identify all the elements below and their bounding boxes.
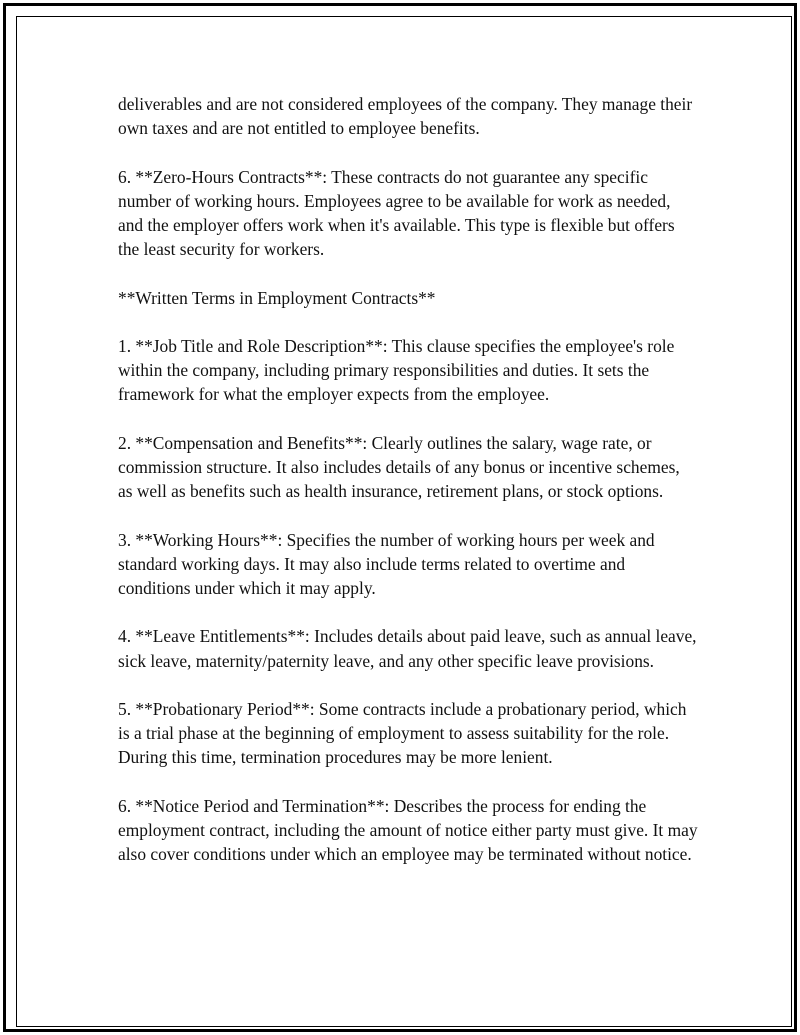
- section-heading-written-terms: **Written Terms in Employment Contracts**: [118, 287, 436, 308]
- paragraph-job-title: 1. **Job Title and Role Description**: This clause specifies the employee's role within the company, including primary responsibilities and duties. It sets the framework for what the employer expects from the employee.: [118, 335, 675, 405]
- paragraph-zero-hours-contracts: 6. **Zero-Hours Contracts**: These contracts do not guarantee any specific number of working hours. Employees agree to be available for work as needed, and the employer offers work when it's available. This type is flexible but offers the least security for workers.: [118, 166, 675, 260]
- paragraph-independent-contractors-continued: deliverables and are not considered employees of the company. They manage their own taxes and are not entitled to employee benefits.: [118, 94, 693, 139]
- paragraph-compensation: 2. **Compensation and Benefits**: Clearly outlines the salary, wage rate, or commission structure. It also includes details of any bonus or incentive schemes, as well as benefits such as health insurance, retirement plans, or stock options.: [118, 432, 680, 502]
- document-body: [118, 92, 698, 891]
- paragraph-notice-period: 6. **Notice Period and Termination**: Describes the process for ending the employment contract, including the amount of notice either party must give. It may also cover conditions under which an employee may be terminated without notice.: [118, 795, 698, 865]
- paragraph-working-hours: 3. **Working Hours**: Specifies the number of working hours per week and standard working days. It may also include terms related to overtime and conditions under which it may apply.: [118, 529, 655, 598]
- paragraph-probationary-period: 5. **Probationary Period**: Some contracts include a probationary period, which is a trial phase at the beginning of employment to assess suitability for the role. During this time, termination procedures may be more lenient.: [118, 698, 687, 768]
- paragraph-leave-entitlements: 4. **Leave Entitlements**: Includes details about paid leave, such as annual leave, sick leave, maternity/paternity leave, and any other specific leave provisions.: [118, 626, 697, 671]
